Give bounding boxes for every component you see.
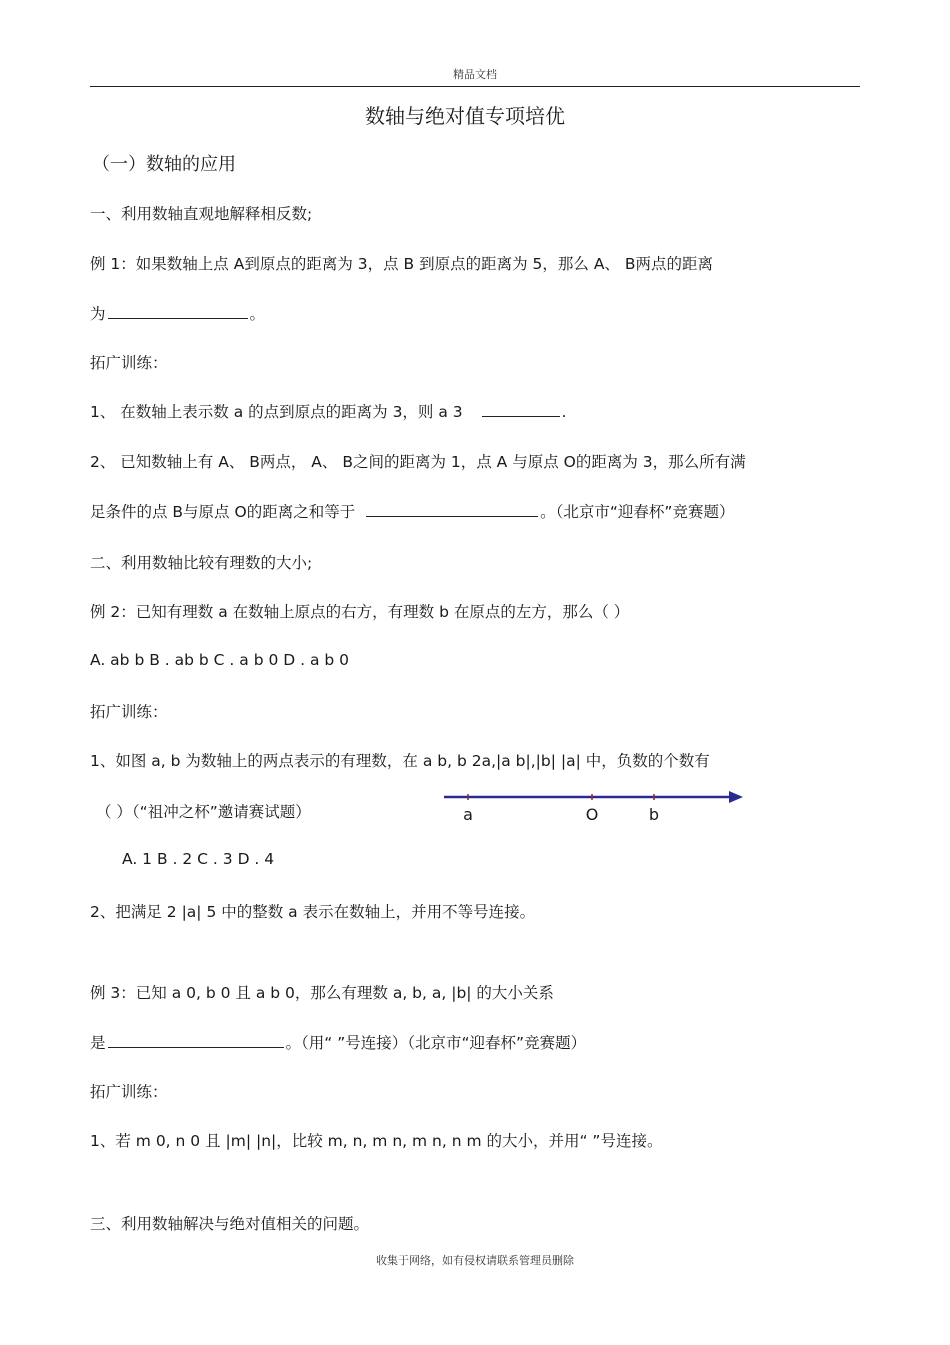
page-footer: 收集于网络，如有侵权请联系管理员删除 (376, 1254, 574, 1267)
part-1-heading: 一、利用数轴直观地解释相反数; (90, 205, 313, 223)
example-3-post: 。（用“ ”号连接）（北京市“迎春杯”竞赛题） (285, 1034, 587, 1052)
training-label-3: 拓广训练： (90, 1083, 168, 1101)
doc-title: 数轴与绝对值专项培优 (365, 104, 565, 128)
training-3-item-1: 1、若 m 0, n 0 且 |m| |n|，比较 m, n, m n, m n, n m 的大小，并用“ ”号连接。 (90, 1132, 663, 1150)
part-3-heading: 三、利用数轴解决与绝对值相关的问题。 (90, 1215, 370, 1233)
example-1-post: 。 (249, 305, 266, 323)
label-a: a (463, 805, 473, 824)
number-line-arrow (729, 791, 743, 803)
t1-1-math: a 3 (438, 403, 463, 421)
example-1-line-2 (90, 302, 265, 324)
training-2-item-1-options: A. 1 B . 2 C . 3 D . 4 (122, 850, 275, 868)
training-2-item-1-line-1: 1、如图 a, b 为数轴上的两点表示的有理数，在 a b, b 2a,|a b|,|b| |a| 中，负数的个数有 (90, 752, 710, 770)
answer-blank[interactable] (366, 502, 538, 517)
answer-blank[interactable] (108, 304, 248, 319)
training-2-item-2: 2、把满足 2 |a| 5 中的整数 a 表示在数轴上，并用不等号连接。 (90, 903, 536, 921)
training-label-1: 拓广训练： (90, 354, 168, 372)
example-3-line-2 (90, 1031, 586, 1053)
answer-blank[interactable] (482, 402, 560, 417)
page-header: 精品文档 (453, 68, 497, 81)
section-heading-1: （一）数轴的应用 (92, 154, 236, 175)
label-b: b (648, 805, 660, 824)
training-label-2: 拓广训练： (90, 703, 168, 721)
example-1-line-1: 例 1：如果数轴上点 A到原点的距离为 3，点 B 到原点的距离为 5，那么 A、 B两点的距离 (90, 255, 713, 273)
t1-1-pre: 1、 在数轴上表示数 a 的点到原点的距离为 3，则 (90, 403, 434, 421)
example-3-line-1: 例 3：已知 a 0, b 0 且 a b 0，那么有理数 a, b, a, |b| 的大小关系 (90, 984, 554, 1002)
training-1-item-2-line-2 (90, 500, 734, 522)
example-2-line: 例 2：已知有理数 a 在数轴上原点的右方，有理数 b 在原点的左方，那么（ ） (90, 603, 630, 621)
t1-1-post: . (561, 403, 567, 421)
training-2-item-1-line-2: （ ）（“祖冲之杯”邀请赛试题） (96, 803, 311, 821)
example-2-options: A. ab b B . ab b C . a b 0 D . a b 0 (90, 651, 350, 669)
number-line-figure (440, 785, 750, 830)
training-1-item-2-line-1: 2、 已知数轴上有 A、 B两点， A、 B之间的距离为 1，点 A 与原点 O的距离为 3，那么所有满 (90, 453, 746, 471)
answer-blank[interactable] (108, 1033, 284, 1048)
t1-2-post: 。（北京市“迎春杯”竞赛题） (540, 503, 735, 521)
example-1-pre: 为 (90, 305, 106, 323)
label-o: O (585, 805, 599, 824)
training-1-item-1 (90, 400, 567, 422)
header-rule (90, 86, 860, 87)
part-2-heading: 二、利用数轴比较有理数的大小; (90, 554, 313, 572)
example-3-pre: 是 (90, 1034, 106, 1052)
t1-2-pre: 足条件的点 B与原点 O的距离之和等于 (90, 503, 356, 521)
